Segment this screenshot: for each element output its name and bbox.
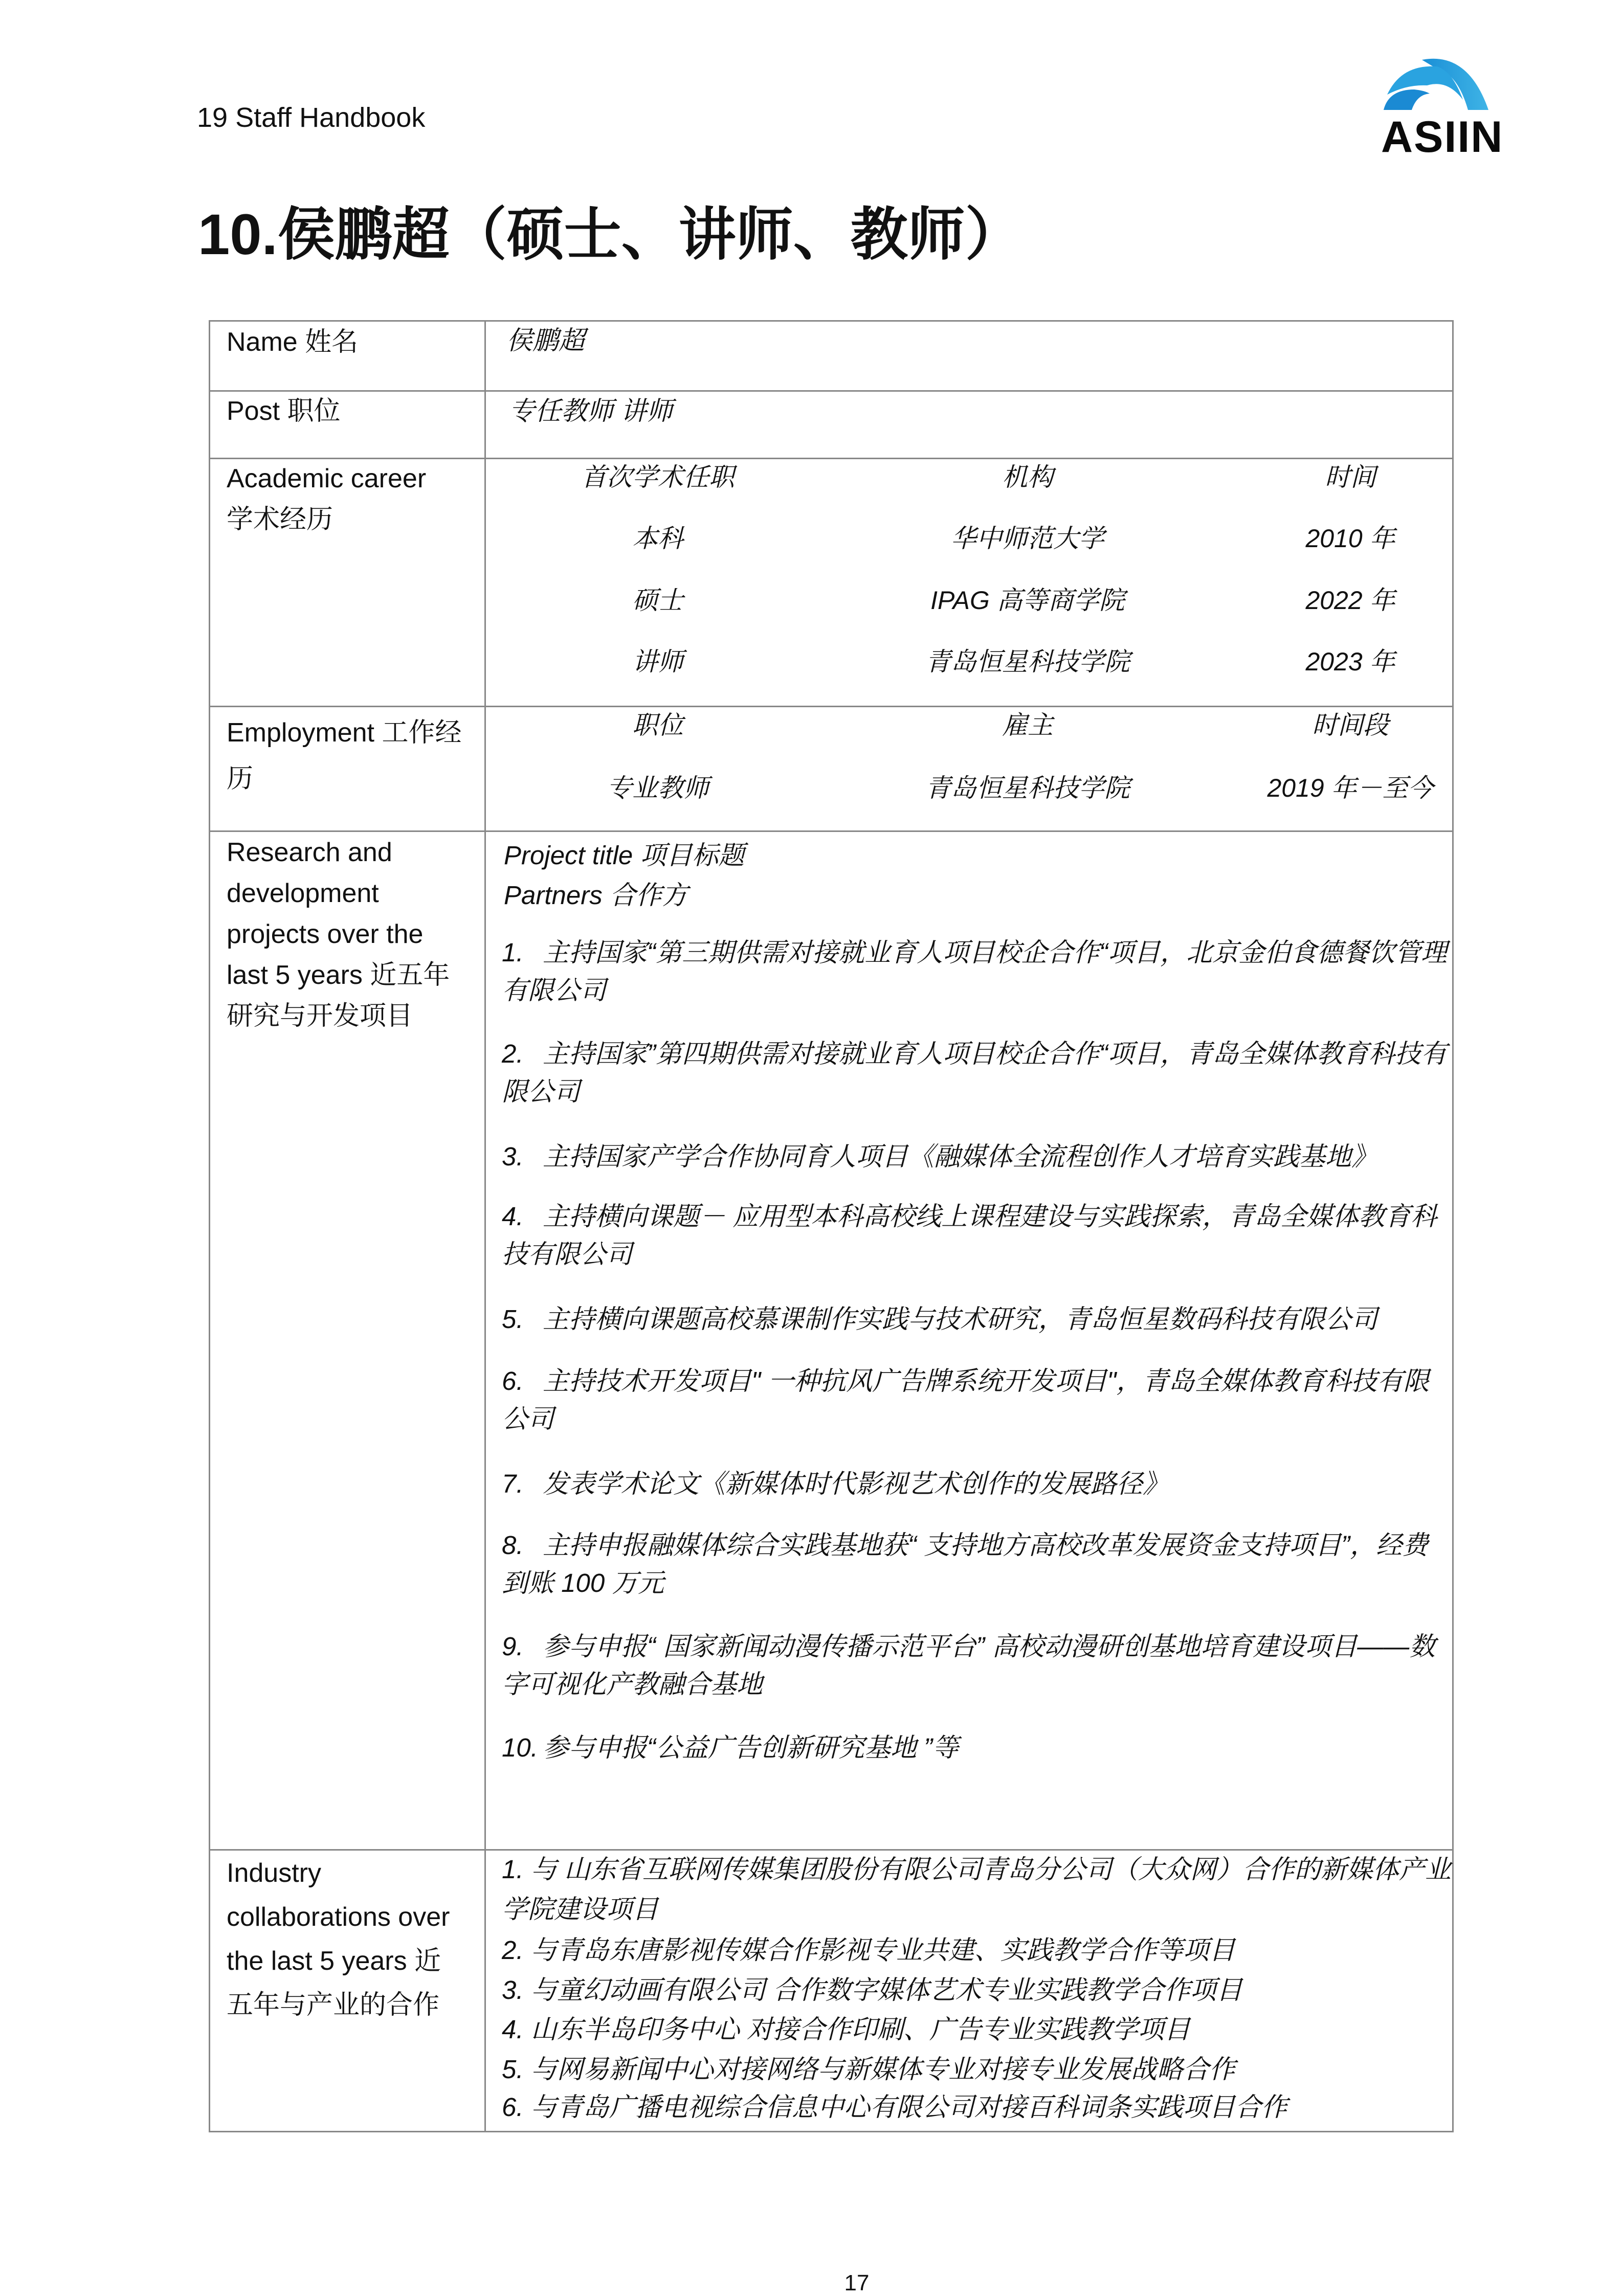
industry-item: 3. 与童幻动画有限公司 合作数字媒体艺术专业实践教学合作项目 — [502, 1975, 1242, 2005]
employment-cell: 2019 年－至今 — [1267, 774, 1434, 802]
post-value: 专任教师 讲师 — [509, 396, 673, 425]
research-item: 5. 主持横向课题高校慕课制作实践与技术研究，青岛恒星数码科技有限公司 — [502, 1304, 1378, 1334]
asiin-logo — [1381, 54, 1504, 162]
research-label: Research and development projects over the last 5 years 近五年研究与开发项目 — [227, 838, 450, 1031]
project-title-heading: Project title 项目标题 — [504, 841, 745, 870]
employment-header: 雇主 — [1002, 711, 1053, 739]
academic-cell: 2010 年 — [1305, 524, 1395, 553]
industry-item: 4. 山东半岛印务中心 对接合作印刷、广告专业实践教学项目 — [502, 2015, 1190, 2044]
name-value: 侯鹏超 — [506, 326, 585, 355]
academic-career-label: Academic career 学术经历 — [227, 464, 427, 534]
running-header: 19 Staff Handbook — [197, 102, 426, 133]
research-item: 9. 参与申报“ 国家新闻动漫传播示范平台” 高校动漫研创基地培育建设项目——数字可视化产教融合基地 — [502, 1632, 1436, 1699]
page-title: 10.侯鹏超（硕士、讲师、教师） — [198, 202, 1022, 266]
name-label: Name 姓名 — [227, 327, 359, 357]
research-item: 7. 发表学术论文《新媒体时代影视艺术创作的发展路径》 — [502, 1469, 1169, 1498]
research-item: 2. 主持国家”第四期供需对接就业育人项目校企合作“项目，青岛全媒体教育科技有限公司 — [502, 1039, 1447, 1106]
research-item: 4. 主持横向课题－ 应用型本科高校线上课程建设与实践探索，青岛全媒体教育科技有限公司 — [502, 1202, 1437, 1269]
academic-cell: 华中师范大学 — [951, 524, 1104, 553]
academic-header: 时间 — [1325, 463, 1376, 491]
partners-heading: Partners 合作方 — [504, 881, 688, 910]
logo-arc-icon — [1381, 54, 1496, 115]
employment-cell: 青岛恒星科技学院 — [925, 774, 1130, 802]
research-item: 3. 主持国家产学合作协同育人项目《融媒体全流程创作人才培育实践基地》 — [502, 1142, 1378, 1171]
academic-header: 机构 — [1002, 463, 1053, 491]
page-number: 17 — [844, 2270, 870, 2295]
employment-cell: 专业教师 — [607, 774, 709, 802]
employment-label: Employment 工作经历 — [227, 718, 462, 794]
academic-cell: 青岛恒星科技学院 — [925, 647, 1130, 676]
academic-cell: 2022 年 — [1305, 586, 1395, 615]
table-border — [209, 320, 210, 2132]
column-divider — [484, 320, 486, 2132]
employment-header: 职位 — [632, 711, 683, 739]
industry-item: 6. 与青岛广播电视综合信息中心有限公司对接百科词条实践项目合作 — [502, 2092, 1287, 2122]
research-item: 1. 主持国家“第三期供需对接就业育人项目校企合作“项目，北京金伯食德餐饮管理有限公司 — [502, 938, 1447, 1005]
research-item: 8. 主持申报融媒体综合实践基地获“ 支持地方高校改革发展资金支持项目”，经费到账 100 万元 — [502, 1530, 1429, 1597]
industry-label: Industry collaborations over the last 5 years 近五年与产业的合作 — [227, 1858, 450, 2020]
employment-header: 时间段 — [1312, 711, 1389, 739]
academic-cell: IPAG 高等商学院 — [930, 586, 1125, 615]
post-label: Post 职位 — [227, 396, 341, 426]
research-item: 6. 主持技术开发项目" 一种抗风广告牌系统开发项目"，青岛全媒体教育科技有限公司 — [502, 1366, 1430, 1433]
academic-header: 首次学术任职 — [581, 463, 735, 491]
logo-text: ASIIN — [1381, 112, 1504, 162]
academic-cell: 2023 年 — [1305, 647, 1395, 676]
research-item: 10. 参与申报“公益广告创新研究基地 ”等 — [502, 1733, 959, 1762]
industry-item: 1. 与 山东省互联网传媒集团股份有限公司青岛分公司（大众网）合作的新媒体产业学院建设项目 — [502, 1855, 1451, 1924]
academic-cell: 讲师 — [632, 647, 683, 676]
academic-cell: 本科 — [632, 524, 683, 553]
industry-item: 2. 与青岛东唐影视传媒合作影视专业共建、实践教学合作等项目 — [502, 1935, 1235, 1965]
academic-cell: 硕士 — [632, 586, 683, 615]
table-border — [209, 2131, 1454, 2132]
industry-item: 5. 与网易新闻中心对接网络与新媒体专业对接专业发展战略合作 — [502, 2055, 1235, 2084]
